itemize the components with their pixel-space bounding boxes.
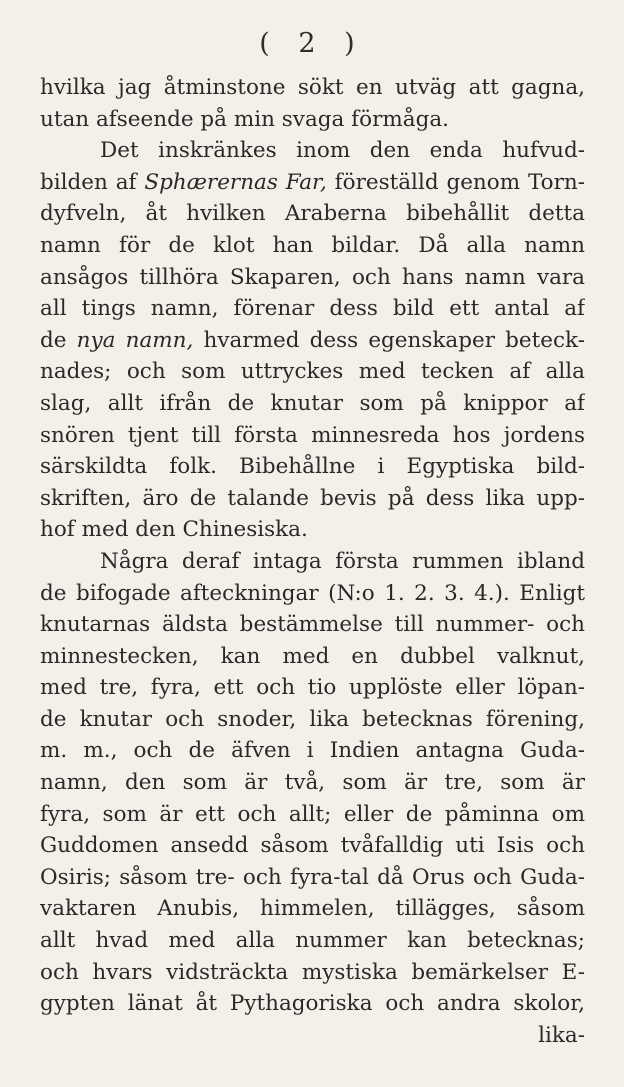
text-line: slag, allt ifrån de knutar som på knippor af [40,390,585,416]
text-line: allt hvad med alla nummer kan betecknas; [40,928,585,954]
text-line: de bifogade afteckningar (N:o 1. 2. 3. 4.). Enligt [40,580,585,606]
text-line: namn för de klot han bildar. Då alla namn [40,232,585,258]
italic-term: nya namn, [76,327,194,353]
text-line: de knutar och snoder, lika betecknas förening, [40,706,585,732]
text-line: m. m., och de äfven i Indien antagna Guda- [40,738,585,764]
text-line: Det inskränkes inom den enda hufvud- [100,138,585,164]
text-line: nades; och som uttryckes med tecken af alla [40,359,585,385]
body-text [40,72,585,1051]
text-line: all tings namn, förenar dess bild ett antal af [40,296,585,322]
text-line: minnestecken, kan med en dubbel valknut, [40,643,585,669]
text-line: dyfveln, åt hvilken Araberna bibehållit detta [40,201,585,227]
text-line: med tre, fyra, ett och tio upplöste eller löpan- [40,675,585,701]
text-line: Några deraf intaga första rummen ibland [100,548,585,574]
text-line: vaktaren Anubis, himmelen, tillägges, såsom [40,896,585,922]
text-line: gypten länat åt Pythagoriska och andra skolor, [40,991,585,1017]
text-line: ansågos tillhöra Skaparen, och hans namn vara [40,264,585,290]
text-line: och hvars vidsträckta mystiska bemärkelser E- [40,959,585,985]
text-line: knutarnas äldsta bestämmelse till nummer- och [40,612,585,638]
text-line: skriften, äro de talande bevis på dess lika upp- [40,485,585,511]
text-line: hof med den Chinesiska. [40,517,308,543]
page-number: ( 2 ) [259,28,365,59]
text-line: snören tjent till första minnesreda hos jordens [40,422,585,448]
text-line: Osiris; såsom tre- och fyra-tal då Orus och Guda- [40,864,585,890]
text-line: utan afseende på min svaga förmåga. [40,106,449,132]
text-line: bilden af Sphærernas Far, föreställd genom Torn- [40,169,585,195]
italic-term: Sphærernas Far, [144,169,327,195]
text-line: hvilka jag åtminstone sökt en utväg att gagna, [40,75,585,100]
text-line: de nya namn, hvarmed dess egenskaper beteck- [40,327,585,353]
catchword: lika- [538,1022,585,1048]
text-line: Guddomen ansedd såsom tvåfalldig uti Isis och [40,833,585,859]
text-line: fyra, som är ett och allt; eller de påminna om [40,801,585,827]
text-line: särskildta folk. Bibehållne i Egyptiska bild- [40,454,585,480]
text-line: namn, den som är två, som är tre, som är [40,770,585,796]
